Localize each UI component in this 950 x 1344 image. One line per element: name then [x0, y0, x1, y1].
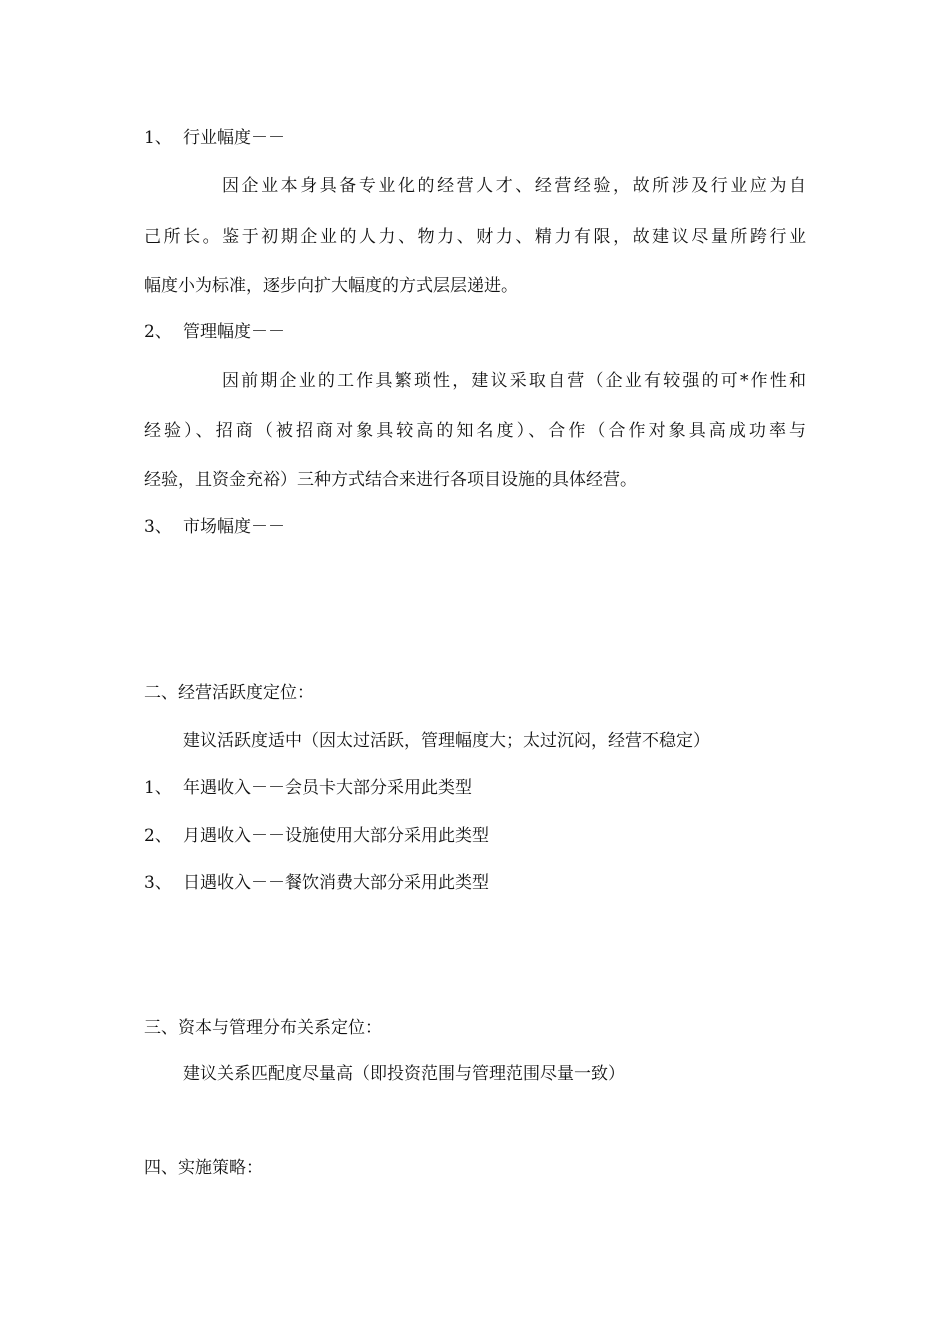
list-item-text: 月遇收入－－设施使用大部分采用此类型 [183, 826, 489, 846]
list-number: 3、 [144, 873, 172, 893]
section-text: 建议关系匹配度尽量高（即投资范围与管理范围尽量一致） [183, 1064, 625, 1084]
list-number: 3、 [144, 517, 172, 537]
list-item-text: 年遇收入－－会员卡大部分采用此类型 [183, 778, 472, 798]
list-number: 1、 [144, 778, 172, 798]
list-number: 2、 [144, 826, 172, 846]
list-item-title: 市场幅度－－ [183, 517, 285, 537]
paragraph-line: 经验，且资金充裕）三种方式结合来进行各项目设施的具体经营。 [144, 470, 637, 490]
list-item-text: 日遇收入－－餐饮消费大部分采用此类型 [183, 873, 489, 893]
paragraph-line: 幅度小为标准，逐步向扩大幅度的方式层层递进。 [144, 276, 518, 296]
section-heading: 二、经营活跃度定位： [144, 683, 314, 703]
list-item-title: 管理幅度－－ [183, 322, 285, 342]
section-intro: 建议活跃度适中（因太过活跃，管理幅度大；太过沉闷，经营不稳定） [183, 731, 710, 751]
paragraph-line: 因前期企业的工作具繁琐性，建议采取自营（企业有较强的可*作性和 [222, 371, 806, 391]
paragraph-line: 己所长。鉴于初期企业的人力、物力、财力、精力有限，故建议尽量所跨行业 [144, 227, 806, 247]
list-number: 2、 [144, 322, 172, 342]
paragraph-line: 因企业本身具备专业化的经营人才、经营经验，故所涉及行业应为自 [222, 176, 806, 196]
paragraph-line: 经验）、招商（被招商对象具较高的知名度）、合作（合作对象具高成功率与 [144, 421, 806, 441]
list-item-title: 行业幅度－－ [183, 128, 285, 148]
list-number: 1、 [144, 128, 172, 148]
section-heading: 四、实施策略： [144, 1158, 263, 1178]
section-heading: 三、资本与管理分布关系定位： [144, 1018, 382, 1038]
